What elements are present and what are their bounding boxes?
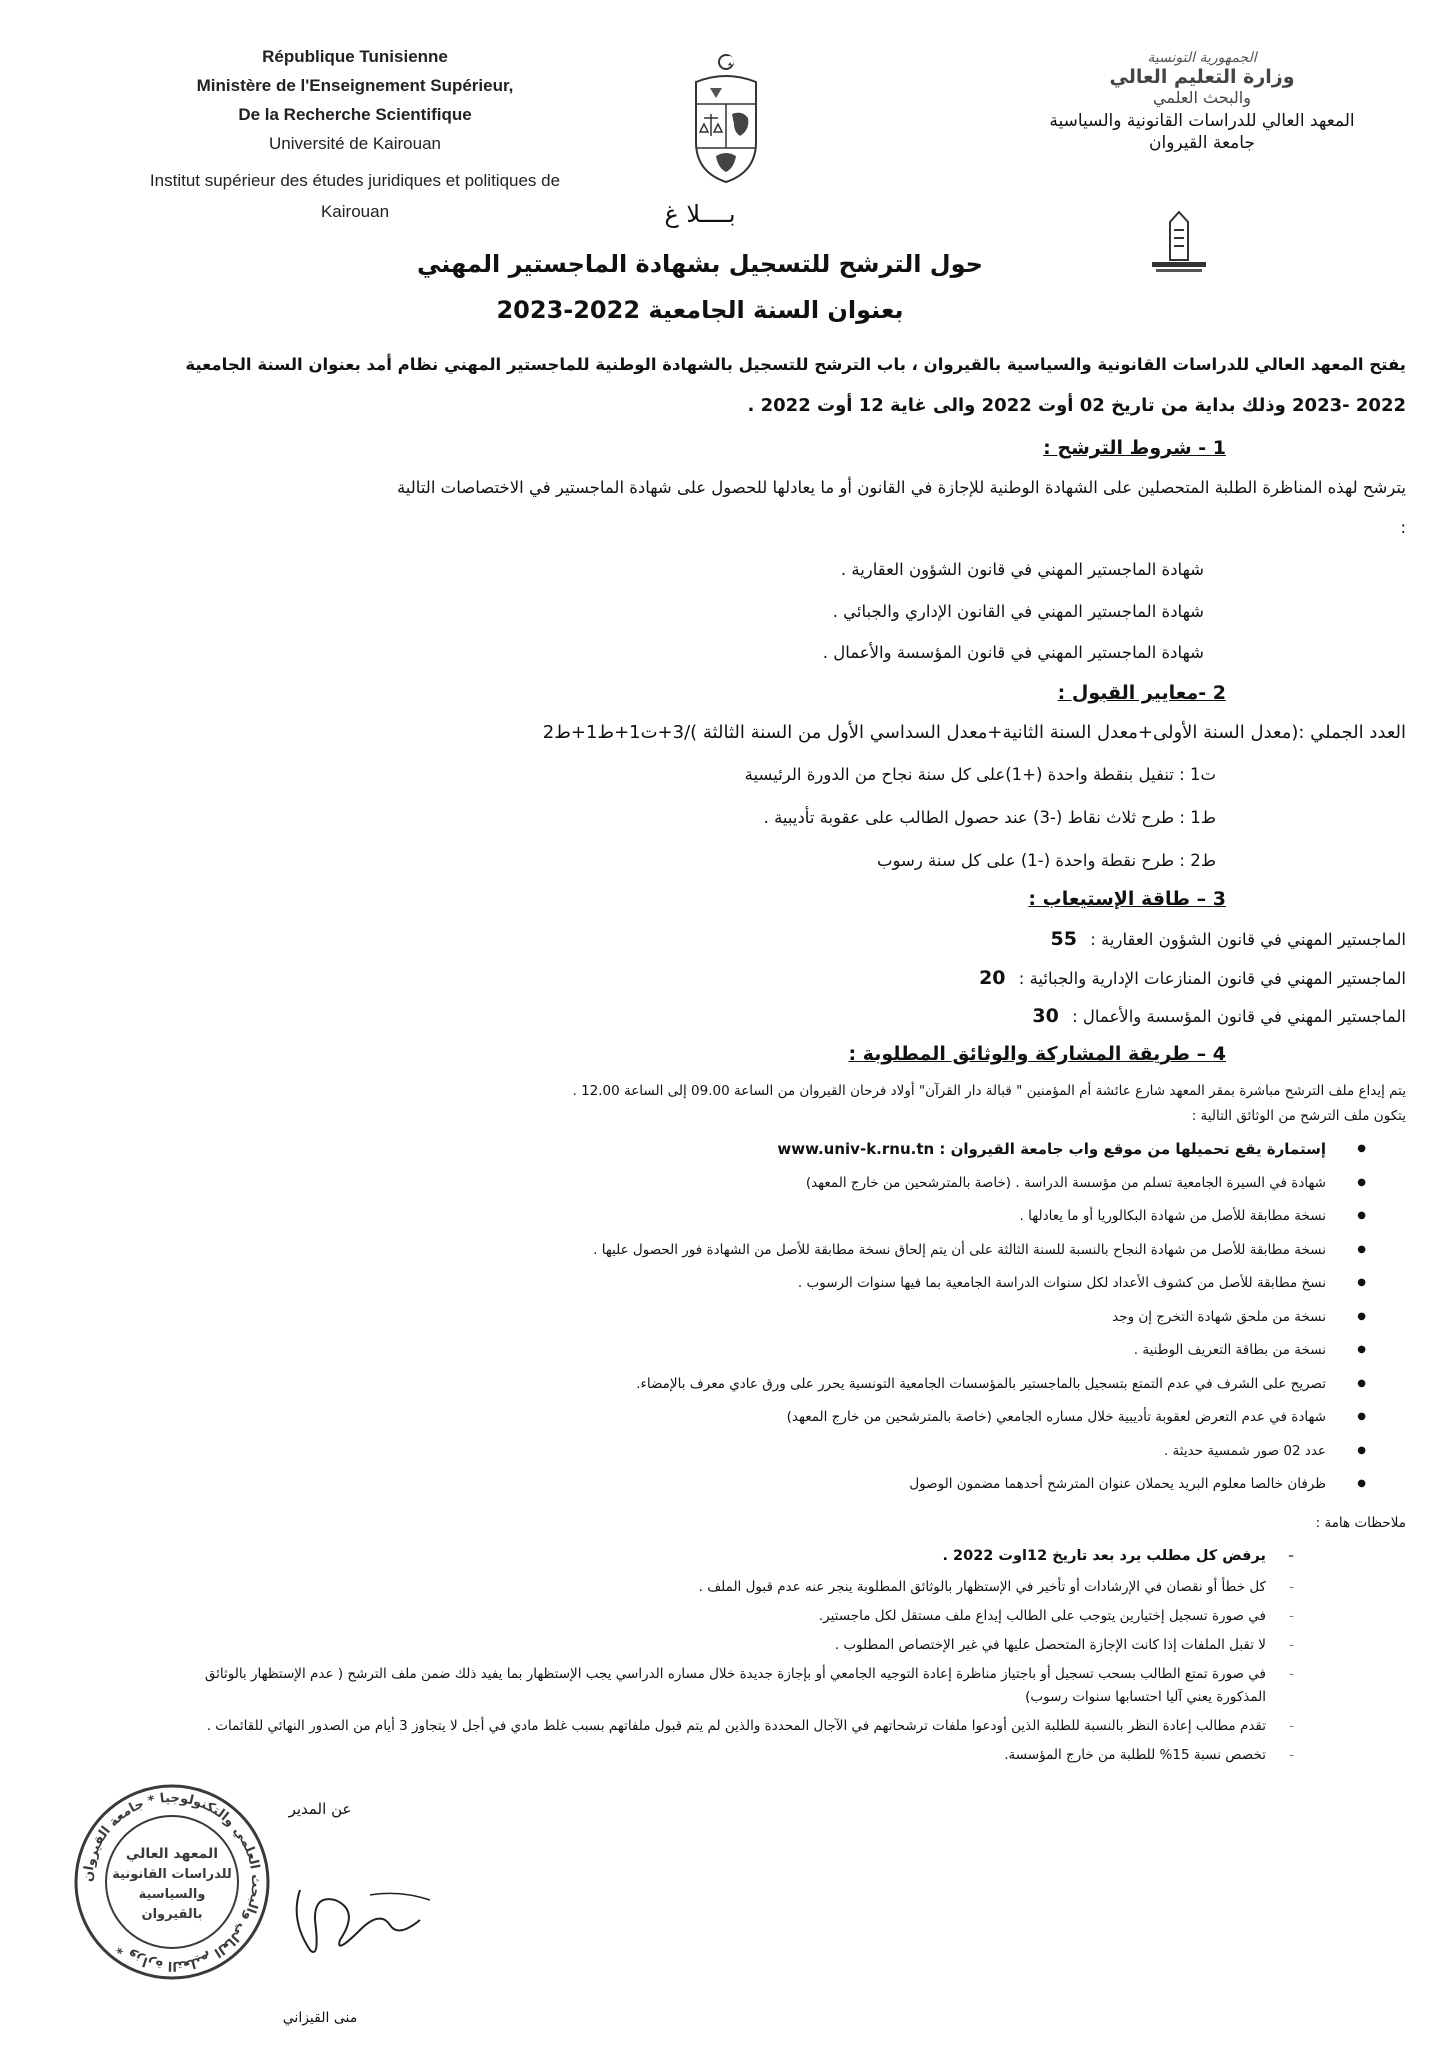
capacity-label: الماجستير المهني في قانون المؤسسة والأعمال : xyxy=(1072,1007,1406,1026)
for-director-label: عن المدير xyxy=(288,1800,352,1818)
documents-list xyxy=(146,1137,1366,1506)
city-fr: Kairouan xyxy=(320,202,390,221)
header-fr xyxy=(60,42,650,226)
note-item: - في صورة تسجيل إختيارين يتوجب على الطالب إيداع ملف مستقل لكل ماجستير. xyxy=(166,1605,1306,1628)
section-2-formula: العدد الجملي :(معدل السنة الأولى+معدل السنة الثانية+معدل السداسي الأول من السنة الثالثة )/3+ت1+ط1+ط2 xyxy=(542,722,1406,743)
document-item: ● تصريح على الشرف في عدم التمتع بتسجيل بالماجستير بالمؤسسات الجامعية التونسية يحرر على ورق عادي معرف بالإمضاء. xyxy=(146,1372,1366,1406)
document-item: ● شهادة في السيرة الجامعية تسلم من مؤسسة الدراسة . (خاصة بالمترشحين من خارج المعهد) xyxy=(146,1171,1366,1205)
section-2-item-1: ت1 : تنفيل بنقطة واحدة (+1)على كل سنة نجاح من الدورة الرئيسية xyxy=(744,765,1216,784)
intro-line-2: 2022 -2023 وذلك بداية من تاريخ 02 أوت 2022 والى غاية 12 أوت 2022 . xyxy=(747,395,1406,416)
section-1-heading: 1 - شروط الترشح : xyxy=(1043,437,1226,459)
stamp-inner-line-3: والسياسية xyxy=(138,1887,206,1902)
stamp-inner-line-2: للدراسات القانونية xyxy=(112,1867,232,1882)
document-item: ● نسخة مطابقة للأصل من شهادة البكالوريا أو ما يعادلها . xyxy=(146,1204,1366,1238)
note-item: - يرفض كل مطلب يرد بعد تاريخ 12اوت 2022 . xyxy=(166,1545,1306,1568)
capacity-value: 55 xyxy=(1050,928,1077,950)
section-4-heading: 4 – طريقة المشاركة والوثائق المطلوبة : xyxy=(848,1043,1226,1065)
header-ar xyxy=(992,50,1412,153)
note-item: - تقدم مطالب إعادة النظر بالنسبة للطلبة الذين أودعوا ملفات ترشحاتهم في الآجال المحددة والذين لم يتم قبول ملفاتهم بسبب غلط مادي في أجل لا يتجاوز 3 أيام من الصدور النهائي للقائمات . xyxy=(166,1715,1306,1738)
capacity-row-2 xyxy=(406,967,1406,989)
section-3-heading: 3 – طاقة الإستيعاب : xyxy=(1028,888,1226,910)
section-1-item-2: شهادة الماجستير المهني في القانون الإداري والجبائي . xyxy=(832,602,1204,621)
section-1-colon: : xyxy=(1400,518,1406,537)
document-item: ● ظرفان خالصا معلوم البريد يحملان عنوان المترشح أحدهما مضمون الوصول xyxy=(146,1472,1366,1506)
note-item: - في صورة تمتع الطالب بسحب تسجيل أو باجتياز مناظرة إعادة التوجيه الجامعي أو بإجازة جديدة خلال مساره الدراسي يجب الإستظهار بما يفيد ذلك ضمن ملف الترشح ( عدم الإستظهار بالوثائق المذكورة يعني آليا احتسابها سنوات رسوب) xyxy=(166,1663,1306,1709)
document-item: ● إستمارة يقع تحميلها من موقع واب جامعة القيروان : www.univ-k.rnu.tn xyxy=(146,1137,1366,1171)
document-item: ● نسخة من ملحق شهادة التخرج إن وجد xyxy=(146,1305,1366,1339)
deposit-text: يتم إيداع ملف الترشح مباشرة بمقر المعهد شارع عائشة أم المؤمنين " قبالة دار القرآن" أولاد فرحان القيروان من الساعة 09.00 إلى الساعة 12.00 . xyxy=(572,1083,1406,1099)
document-item: ● نسخة من بطاقة التعريف الوطنية . xyxy=(146,1338,1366,1372)
section-2-item-3: ط2 : طرح نقطة واحدة (-1) على كل سنة رسوب xyxy=(876,851,1216,870)
republic-ar: الجمهورية التونسية xyxy=(1147,50,1257,66)
notice-label: بــــلا غ xyxy=(664,200,736,228)
university-fr: Université de Kairouan xyxy=(269,134,441,153)
stamp-outer-text: وزارة التعليم العالي والبحث العلمي والتكنولوجيا * جامعة القيروان * xyxy=(80,1790,264,1974)
director-name: منى القيزاني xyxy=(282,2010,358,2026)
section-2-heading: 2 -معايير القبول : xyxy=(1057,682,1226,704)
republic-fr: République Tunisienne xyxy=(262,47,448,66)
capacity-value: 30 xyxy=(1032,1005,1059,1027)
capacity-value: 20 xyxy=(979,967,1006,989)
stamp-inner-line-4: بالقيروان xyxy=(141,1907,203,1922)
signature-icon xyxy=(280,1860,440,1980)
research-ar: والبحث العلمي xyxy=(1153,88,1251,107)
institute-logo-icon xyxy=(1148,208,1210,278)
document-item: ● شهادة في عدم التعرض لعقوبة تأديبية خلال مساره الجامعي (خاصة بالمترشحين من خارج المعهد) xyxy=(146,1405,1366,1439)
capacity-label: الماجستير المهني في قانون المنازعات الإدارية والجبائية : xyxy=(1018,969,1406,988)
institute-fr: Institut supérieur des études juridiques et politiques de xyxy=(149,171,561,190)
coat-of-arms-icon xyxy=(676,52,776,188)
section-2-item-2: ط1 : طرح ثلاث نقاط (-3) عند حصول الطالب على عقوبة تأديبية . xyxy=(763,808,1216,827)
notes-list xyxy=(166,1545,1306,1767)
notes-heading: ملاحظات هامة : xyxy=(1315,1515,1406,1531)
ministry-fr: Ministère de l'Enseignement Supérieur, xyxy=(196,76,514,95)
note-item: - تخصص نسبة 15% للطلبة من خارج المؤسسة. xyxy=(166,1744,1306,1767)
institute-ar: المعهد العالي للدراسات القانونية والسياسية xyxy=(1049,111,1355,131)
document-item: ● نسخ مطابقة للأصل من كشوف الأعداد لكل سنوات الدراسة الجامعية بما فيها سنوات الرسوب . xyxy=(146,1271,1366,1305)
section-1-item-1: شهادة الماجستير المهني في قانون الشؤون العقارية . xyxy=(840,560,1204,579)
intro-line-1: يفتح المعهد العالي للدراسات القانونية والسياسية بالقيروان ، باب الترشح للتسجيل بالشهادة الوطنية للماجستير المهني نظام أمد بعنوان السنة الجامعية xyxy=(185,355,1406,374)
section-1-text: يترشح لهذه المناظرة الطلبة المتحصلين على الشهادة الوطنية للإجازة في القانون أو ما يعادلها للحصول على شهادة الماجستير في الاختصاصات التالية xyxy=(396,478,1406,497)
capacity-label: الماجستير المهني في قانون الشؤون العقارية : xyxy=(1090,930,1406,949)
document-item: ● نسخة مطابقة للأصل من شهادة النجاح بالنسبة للسنة الثالثة على أن يتم إلحاق نسخة مطابقة للأصل من الشهادة فور الحصول عليها . xyxy=(146,1238,1366,1272)
document-item: ● عدد 02 صور شمسية حديثة . xyxy=(146,1439,1366,1473)
stamp-inner-line-1: المعهد العالي xyxy=(125,1846,219,1862)
note-item: - كل خطأ أو نقصان في الإرشادات أو تأخير في الإستظهار بالوثائق المطلوبة ينجر عنه عدم قبول الملف . xyxy=(166,1576,1306,1599)
university-ar: جامعة القيروان xyxy=(1149,133,1255,153)
research-fr: De la Recherche Scientifique xyxy=(238,105,472,124)
ministry-ar: وزارة التعليم العالي xyxy=(1109,66,1295,88)
capacity-row-3 xyxy=(406,1005,1406,1027)
title-line-1: حول الترشح للتسجيل بشهادة الماجستير المهني xyxy=(417,250,983,278)
title-line-2: بعنوان السنة الجامعية 2022-2023 xyxy=(496,296,904,324)
capacity-row-1 xyxy=(406,928,1406,950)
note-item: - لا تقبل الملفات إذا كانت الإجازة المتحصل عليها في غير الإختصاص المطلوب . xyxy=(166,1634,1306,1657)
composition-text: يتكون ملف الترشح من الوثائق التالية : xyxy=(1191,1108,1406,1124)
section-1-item-3: شهادة الماجستير المهني في قانون المؤسسة والأعمال . xyxy=(822,643,1204,662)
official-stamp xyxy=(72,1782,272,1982)
